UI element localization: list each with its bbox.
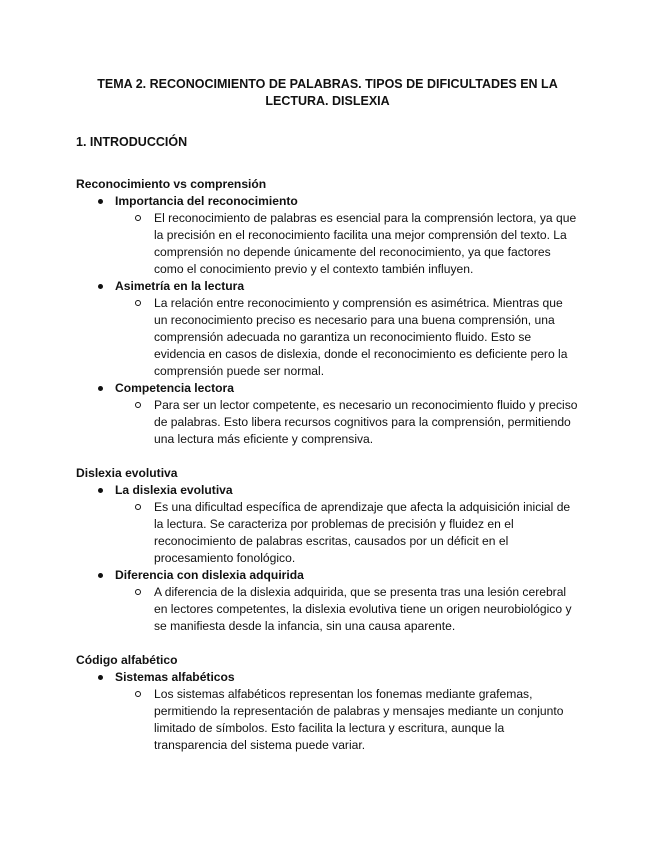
- subsection-codigo-alfabetico: [76, 652, 579, 754]
- subsection-title: Código alfabético: [76, 653, 178, 667]
- sub-list: [115, 584, 579, 635]
- item-text: Para ser un lector competente, es necesario un reconocimiento fluido y preciso de palabras. Esto libera recursos cognitivos para la comprensión, permitiendo una lectura más eficiente y comprensiva.: [154, 398, 578, 446]
- bullet-disc-icon: [98, 386, 103, 391]
- sub-list-item: [115, 584, 579, 635]
- bullet-disc-icon: [98, 573, 103, 578]
- item-title: Asimetría en la lectura: [115, 279, 245, 293]
- bullet-circle-icon: [135, 504, 141, 510]
- bullet-disc-icon: [98, 199, 103, 204]
- bullet-list: [76, 482, 579, 635]
- bullet-disc-icon: [98, 488, 103, 493]
- sub-list: [115, 686, 579, 754]
- list-item: [76, 278, 579, 380]
- document-title: TEMA 2. RECONOCIMIENTO DE PALABRAS. TIPOS DE DIFICULTADES EN LA LECTURA. DISLEXIA: [97, 77, 558, 108]
- subsection-dislexia-evolutiva: [76, 465, 579, 635]
- item-title: Diferencia con dislexia adquirida: [115, 568, 304, 582]
- sub-list: [115, 397, 579, 448]
- sub-list: [115, 295, 579, 380]
- bullet-circle-icon: [135, 300, 141, 306]
- item-text: A diferencia de la dislexia adquirida, que se presenta tras una lesión cerebral en lectores competentes, la dislexia evolutiva tiene un origen neurobiológico y se manifiesta desde la infancia, sin una causa aparente.: [154, 585, 572, 633]
- item-text: La relación entre reconocimiento y comprensión es asimétrica. Mientras que un reconocimiento preciso es necesario para una buena comprensión, una comprensión adecuada no garantiza un reconocimiento fluido. Esto se evidencia en casos de dislexia, donde el reconocimiento es deficiente pero la comprensión puede ser normal.: [154, 296, 568, 378]
- sub-list-item: [115, 397, 579, 448]
- sub-list-item: [115, 499, 579, 567]
- bullet-circle-icon: [135, 215, 141, 221]
- sub-list-item: [115, 295, 579, 380]
- bullet-circle-icon: [135, 402, 141, 408]
- list-item: [76, 669, 579, 754]
- sub-list: [115, 499, 579, 567]
- list-item: [76, 482, 579, 567]
- item-title: Competencia lectora: [115, 381, 234, 395]
- item-title: Sistemas alfabéticos: [115, 670, 235, 684]
- item-title: Importancia del reconocimiento: [115, 194, 298, 208]
- bullet-list: [76, 193, 579, 448]
- bullet-disc-icon: [98, 675, 103, 680]
- bullet-circle-icon: [135, 589, 141, 595]
- list-item: [76, 193, 579, 278]
- sub-list-item: [115, 210, 579, 278]
- list-item: [76, 567, 579, 635]
- item-title: La dislexia evolutiva: [115, 483, 233, 497]
- bullet-disc-icon: [98, 284, 103, 289]
- item-text: El reconocimiento de palabras es esencial para la comprensión lectora, ya que la precisión en el reconocimiento facilita una mejor comprensión del texto. La comprensión no depende únicamente del reconocimiento, ya que factores como el conocimiento previo y el contexto también influyen.: [154, 211, 577, 276]
- item-text: Es una dificultad específica de aprendizaje que afecta la adquisición inicial de la lectura. Se caracteriza por problemas de precisión y fluidez en el reconocimiento de palabras escritas, causados por un déficit en el procesamiento fonológico.: [154, 500, 571, 565]
- bullet-circle-icon: [135, 691, 141, 697]
- bullet-list: [76, 669, 579, 754]
- sub-list: [115, 210, 579, 278]
- section-heading: 1. INTRODUCCIÓN: [76, 135, 188, 149]
- subsection-title: Reconocimiento vs comprensión: [76, 177, 267, 191]
- subsection-title: Dislexia evolutiva: [76, 466, 178, 480]
- item-text: Los sistemas alfabéticos representan los fonemas mediante grafemas, permitiendo la representación de palabras y mensajes mediante un conjunto limitado de símbolos. Esto facilita la lectura y escritura, aunque la transparencia del sistema puede variar.: [154, 687, 564, 752]
- list-item: [76, 380, 579, 448]
- sub-list-item: [115, 686, 579, 754]
- subsection-reconocimiento-vs-comprension: [76, 176, 579, 448]
